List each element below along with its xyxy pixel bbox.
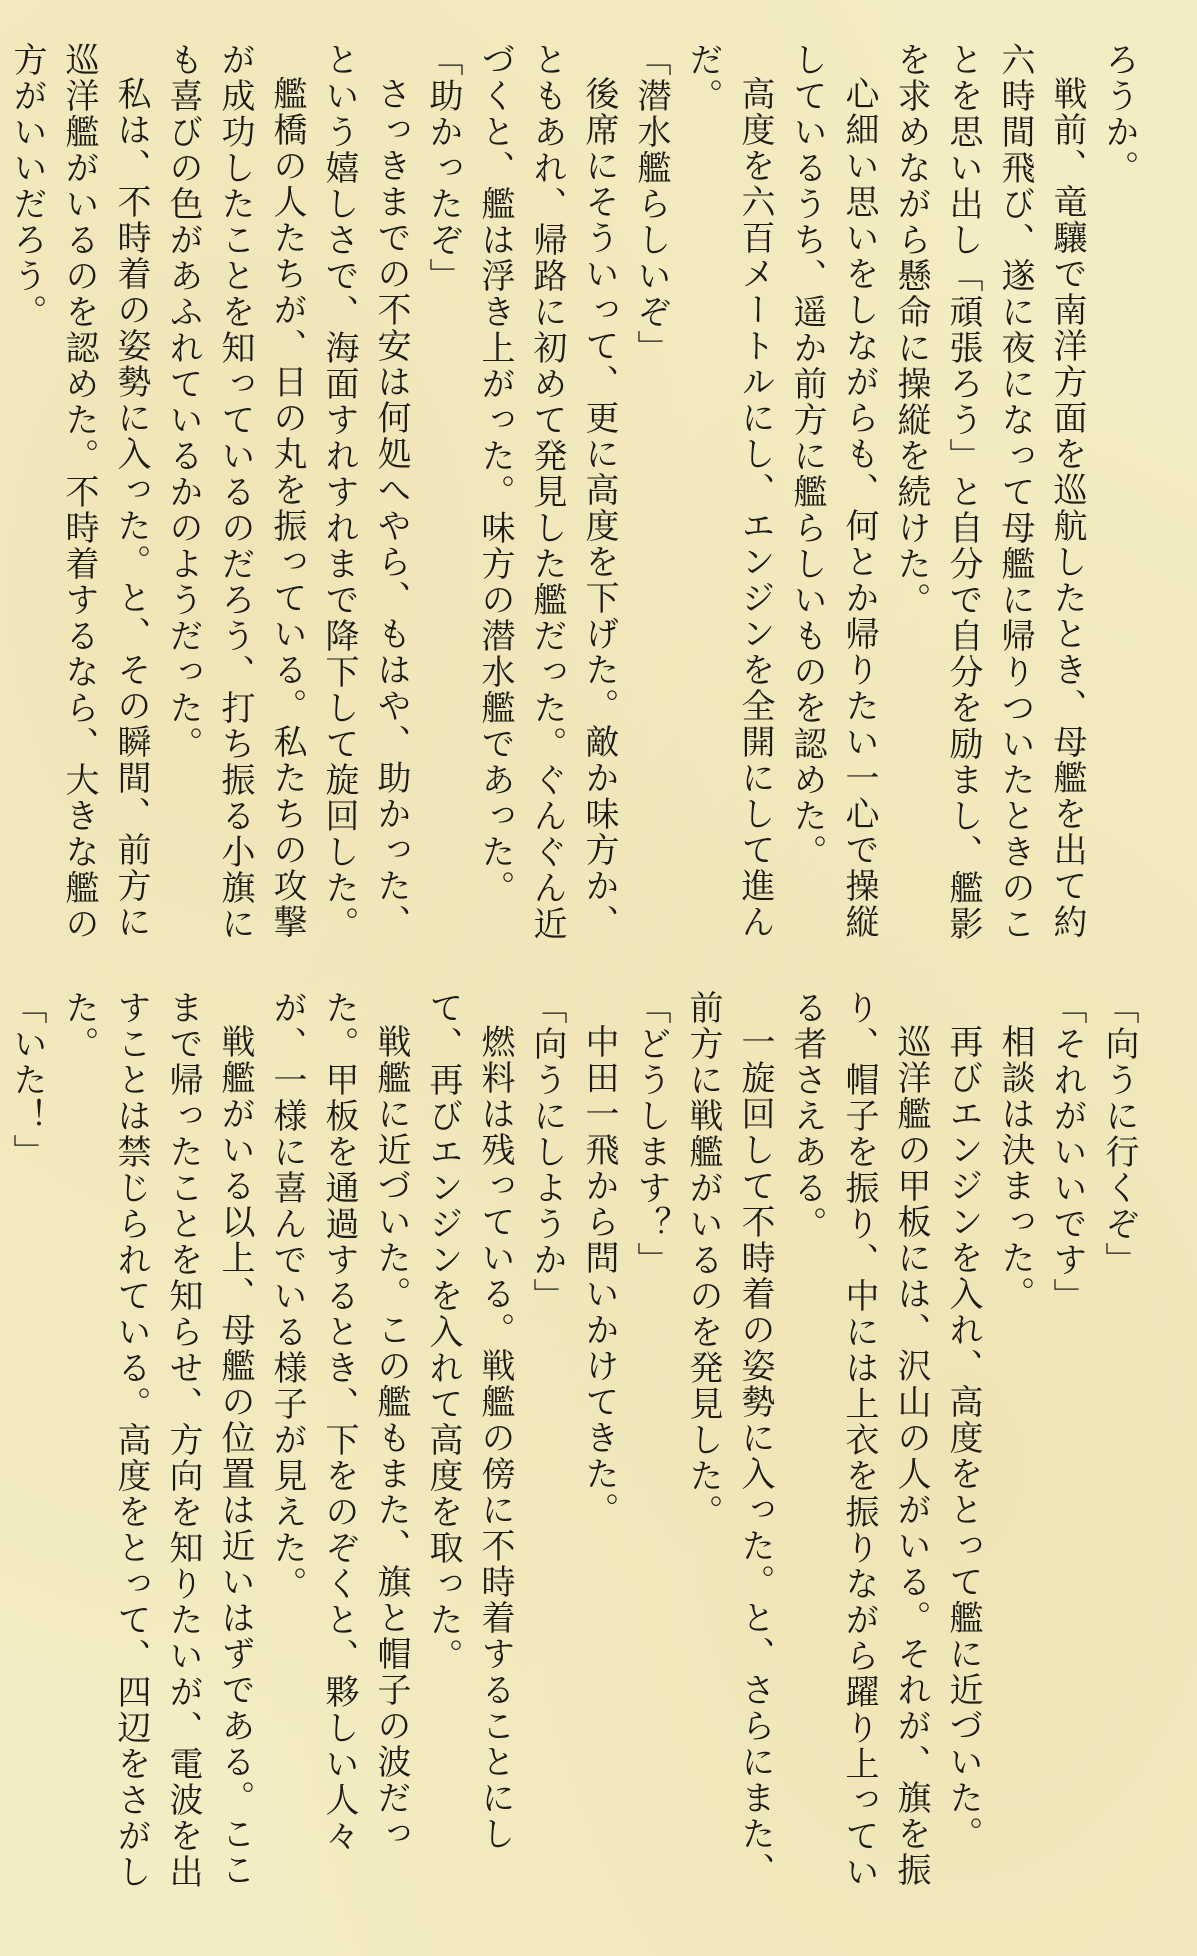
paragraph: ろうか。	[1099, 42, 1139, 186]
paragraph: 心細い思いをしながらも、何とか帰りたい一心で操縦しているうち、遥か前方に艦らしいものを認めた。	[787, 42, 879, 940]
paragraph: 「いた！」	[7, 990, 47, 1170]
paragraph: 高度を六百メートルにし、エンジンを全開にして進んだ。	[683, 42, 775, 940]
paragraph: 一旋回して不時着の姿勢に入った。と、さらにまた、前方に戦艦がいるのを発見した。	[683, 990, 775, 1888]
paragraph: 燃料は残っている。戦艦の傍に不時着することにして、再びエンジンを入れて高度を取った。	[423, 990, 515, 1852]
paragraph: 戦艦がいる以上、母艦の位置は近いはずである。ここまで帰ったことを知らせ、方向を知りたいが、電波を出すことは禁じられている。高度をとって、四辺をさがした。	[59, 990, 255, 1890]
paragraph: さっきまでの不安は何処へやら、もはや、助かった、という嬉しさで、海面すれすれまで降下して旋回した。	[319, 42, 411, 942]
paragraph: 艦橋の人たちが、日の丸を振っている。私たちの攻撃が成功したことを知っているのだろう、打ち振る小旗にも喜びの色があふれているかのようだった。	[163, 42, 307, 942]
paragraph: 再びエンジンを入れ、高度をとって艦に近づいた。	[943, 1024, 983, 1852]
paragraph: 「向うにしようか」	[527, 990, 567, 1314]
paragraph: 相談は決まった。	[995, 1024, 1035, 1312]
lower-text-block	[7, 990, 1145, 1890]
paragraph: 「それがいいです」	[1047, 990, 1087, 1314]
upper-text-block	[7, 42, 1145, 942]
paragraph: 戦艦に近づいた。この艦もまた、旗と帽子の波だった。甲板を通過するとき、下をのぞくと、夥しい人々が、一様に喜んでいる様子が見えた。	[267, 990, 411, 1854]
paragraph: 「潜水艦らしいぞ」	[631, 42, 671, 366]
paragraph: 私は、不時着の姿勢に入った。と、その瞬間、前方に巡洋艦がいるのを認めた。不時着するなら、大きな艦の方がいいだろう。	[7, 42, 151, 942]
paragraph: 巡洋艦の甲板には、沢山の人がいる。それが、旗を振り、帽子を振り、中には上衣を振りながら躍り上っている者さえある。	[787, 990, 931, 1890]
paragraph: 「どうします？」	[631, 990, 671, 1278]
paragraph: 戦前、竜驤で南洋方面を巡航したとき、母艦を出て約六時間飛び、遂に夜になって母艦に帰りついたときのことを思い出し「頑張ろう」と自分で自分を励まし、艦影を求めながら懸命に操縦を続けた。	[891, 42, 1087, 942]
paragraph: 後席にそういって、更に高度を下げた。敵か味方か、ともあれ、帰路に初めて発見した艦だった。ぐんぐん近づくと、艦は浮き上がった。味方の潜水艦であった。	[475, 42, 619, 942]
paragraph: 中田一飛から問いかけてきた。	[579, 1024, 619, 1528]
paragraph: 「向うに行くぞ」	[1099, 990, 1139, 1278]
paragraph: 「助かったぞ」	[423, 42, 463, 294]
